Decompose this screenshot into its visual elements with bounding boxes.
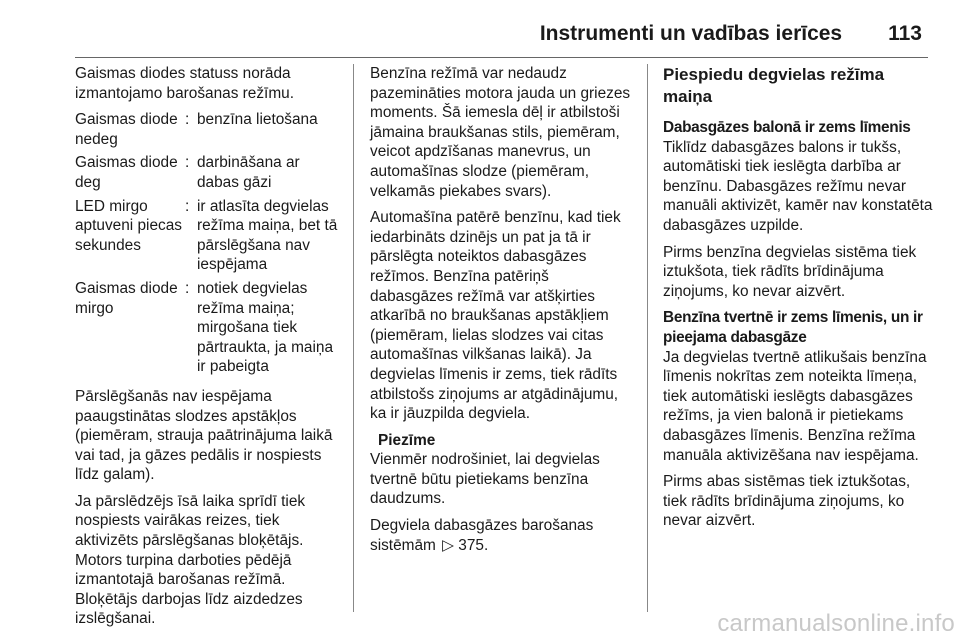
definition-colon: : [185,279,190,297]
paragraph: Ja pārslēdzējs īsā laika sprīdī tiek nospiests vairākas reizes, tiek aktivizēts pārslēgšanas bloķētājs. Motors turpina darboties pēdējā izmantotajā barošanas režīmā. Bloķētājs darbojas līdz aizdedzes izslēgšanai. [75,492,306,628]
column-1 [75,64,339,636]
cross-reference [370,516,634,555]
definition-term: Gaismas diode mirgo [75,279,178,317]
definition-row [75,197,339,275]
led-status-table [75,110,339,377]
paragraph: Pārslēgšanās nav iespējama paaugstinātas slodzes apstākļos (piemēram, strauja paātrinājuma laikā vai tad, ja gāzes pedālis ir nospiests līdz galam). [75,387,333,484]
section-title: Instrumenti un vadības ierīces [539,22,843,45]
cross-reference-page: 375. [458,536,489,554]
definition-desc: notiek degvielas režīma maiņa; mirgošana tiek pārtraukta, ja maiņa ir pabeigta [197,279,334,376]
definition-term: Gaismas diode nedeg [75,111,178,148]
paragraph: Pirms benzīna degvielas sistēma tiek iztukšota, tiek rādīts brīdinājuma ziņojums, ko nevar aizvērt. [663,243,917,300]
definition-row [75,110,339,149]
arrow-icon: ▷ [442,536,454,554]
column-divider-1 [353,64,354,612]
definition-term: Gaismas diode deg [75,154,178,191]
section-heading: Piespiedu degvielas režīma maiņa [663,65,885,106]
definition-desc: ir atlasīta degvielas režīma maiņa, bet tā pārslēgšana nav iespējama [197,197,338,274]
definition-colon: : [185,197,190,215]
definition-row [75,153,339,192]
definition-colon: : [185,111,190,129]
definition-colon: : [185,154,190,172]
cross-reference-text: Degviela dabasgāzes barošanas sistēmām [370,517,594,554]
subheading: Benzīna tvertnē ir zems līmenis, un ir pieejama dabasgāze [663,309,923,346]
note-text: Vienmēr nodrošiniet, lai degvielas tvertnē būtu pietiekams benzīna daudzums. [370,451,600,508]
note-label: Piezīme [378,431,436,449]
paragraph: Automašīna patērē benzīnu, kad tiek iedarbināts dzinējs un pat ja tā ir pārslēgta noteiktos dabasgāzes režīmos. Benzīna patēriņš dabasgāzes režīmā var atšķirties atkarībā no braukšanas apstākļiem (piemēram, lielas slodzes vai citas automašīnas vilkšanas laikā). Ja degvielas līmenis ir zems, tiek rādīts atbilstošs ziņojums ar atgādinājumu, ka ir jāuzpilda degviela. [370,209,621,423]
intro-paragraph: Gaismas diodes statuss norāda izmantojamo barošanas režīmu. [75,65,294,102]
definition-term: LED mirgo aptuveni piecas sekundes [75,197,182,254]
watermark: carmanualsonline.info [717,610,955,637]
column-divider-2 [647,64,648,612]
subheading: Dabasgāzes balonā ir zems līmenis [663,119,911,136]
definition-desc: darbināšana ar dabas gāzi [197,154,300,191]
column-2 [370,64,634,562]
paragraph: Ja degvielas tvertnē atlikušais benzīna līmenis nokrītas zem noteikta līmeņa, tiek automātiski ieslēgts dabasgāzes režīms, ja vien balonā ir pietiekams dabasgāzes līmenis. Benzīna režīma manuāla aktivizēšana nav iespējama. [663,348,927,464]
column-3 [663,64,933,538]
header-rule [75,57,928,58]
definition-row [75,279,339,377]
page-number: 113 [888,22,922,45]
paragraph: Tiklīdz dabasgāzes balons ir tukšs, automātiski tiek ieslēgta darbība ar benzīnu. Dabasgāzes režīmu nevar manuāli aktivizēt, kamēr nav konstatēta dabasgāzes uzpilde. [663,138,933,234]
definition-desc: benzīna lietošana [197,111,318,129]
paragraph: Pirms abas sistēmas tiek iztukšotas, tiek rādīts brīdinājuma ziņojums, ko nevar aizvērt. [663,473,911,530]
page-header [0,22,922,58]
paragraph: Benzīna režīmā var nedaudz pazemināties motora jauda un griezes moments. Šā iemesla dēļ ir atbilstoši jāmaina braukšanas stils, piemēram, veicot apdzīšanas manevrus, un automašīnas slodze (piemēram, velkamās piekabes svars). [370,65,631,200]
